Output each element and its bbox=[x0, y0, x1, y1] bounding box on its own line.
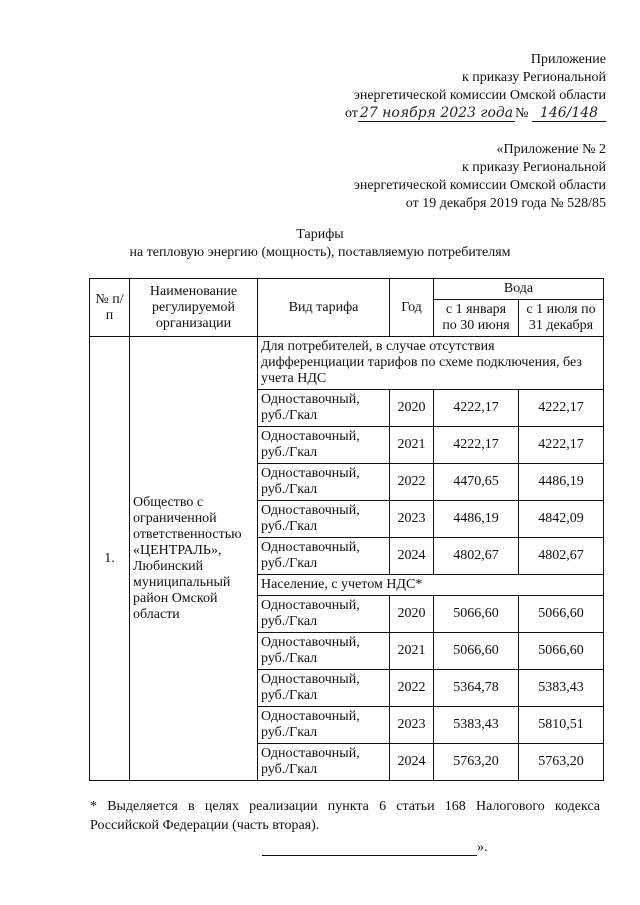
tariff-year: 2022 bbox=[390, 670, 434, 707]
tariff-period2: 4842,09 bbox=[519, 501, 604, 538]
tariff-table bbox=[89, 278, 604, 781]
header-period1: с 1 января по 30 июня bbox=[434, 300, 519, 337]
closing-line bbox=[262, 840, 488, 856]
number-label: № bbox=[515, 106, 529, 121]
tariff-period1: 5383,43 bbox=[434, 707, 519, 744]
appendix2-label: «Приложение № 2 bbox=[496, 142, 606, 157]
tariff-year: 2020 bbox=[390, 596, 434, 633]
tariff-period2: 4802,67 bbox=[519, 538, 604, 575]
organization-name: Общество с ограниченной ответственностью «ЦЕНТРАЛЬ», Любинский муниципальный район Омской области bbox=[130, 337, 258, 781]
tariff-period2: 4222,17 bbox=[519, 427, 604, 464]
appendix-commission: энергетической комиссии Омской области bbox=[353, 88, 606, 103]
appendix-header bbox=[345, 51, 606, 123]
tariff-period2: 5810,51 bbox=[519, 707, 604, 744]
tariff-period1: 4470,65 bbox=[434, 464, 519, 501]
tariff-kind: Одноставочный, руб./Гкал bbox=[258, 596, 390, 633]
header-year: Год bbox=[390, 279, 434, 337]
tariff-year: 2023 bbox=[390, 501, 434, 538]
tariff-period1: 5066,60 bbox=[434, 596, 519, 633]
tariff-period2: 5066,60 bbox=[519, 596, 604, 633]
tariff-period2: 4222,17 bbox=[519, 390, 604, 427]
handwritten-date: 27 ноября 2023 года bbox=[359, 105, 514, 121]
header-water: Вода bbox=[434, 279, 604, 300]
tariff-kind: Одноставочный, руб./Гкал bbox=[258, 464, 390, 501]
group-label: Для потребителей, в случае отсутствия дифференциации тарифов по схеме подключения, без учета НДС bbox=[258, 337, 604, 390]
tariff-kind: Одноставочный, руб./Гкал bbox=[258, 707, 390, 744]
appendix-order-ref: к приказу Региональной bbox=[461, 70, 606, 85]
tariff-period2: 5383,43 bbox=[519, 670, 604, 707]
from-label: от bbox=[344, 106, 358, 121]
header-kind: Вид тарифа bbox=[258, 279, 390, 337]
tariff-period1: 4222,17 bbox=[434, 390, 519, 427]
tariff-period2: 5066,60 bbox=[519, 633, 604, 670]
tariff-period1: 5763,20 bbox=[434, 744, 519, 781]
appendix2-date: от 19 декабря 2019 года № 528/85 bbox=[405, 196, 606, 211]
header-period2: с 1 июля по 31 декабря bbox=[519, 300, 604, 337]
header-org: Наименование регулируемой организации bbox=[130, 279, 258, 337]
tariff-period1: 5364,78 bbox=[434, 670, 519, 707]
header-num: № п/п bbox=[90, 279, 130, 337]
row-number: 1. bbox=[90, 337, 130, 781]
tariff-kind: Одноставочный, руб./Гкал bbox=[258, 501, 390, 538]
tariff-period1: 4222,17 bbox=[434, 427, 519, 464]
appendix-date-line bbox=[345, 105, 606, 123]
tariff-kind: Одноставочный, руб./Гкал bbox=[258, 670, 390, 707]
tariff-period1: 4486,19 bbox=[434, 501, 519, 538]
title-main: Тарифы bbox=[296, 227, 344, 242]
tariff-year: 2023 bbox=[390, 707, 434, 744]
tariff-kind: Одноставочный, руб./Гкал bbox=[258, 744, 390, 781]
tariff-year: 2021 bbox=[390, 633, 434, 670]
tariff-period2: 5763,20 bbox=[519, 744, 604, 781]
footnote: * Выделяется в целях реализации пункта 6 статьи 168 Налогового кодекса Российской Федерации (часть вторая). bbox=[90, 799, 600, 833]
appendix2-order-ref: к приказу Региональной bbox=[461, 160, 606, 175]
appendix-label: Приложение bbox=[530, 52, 606, 67]
tariff-kind: Одноставочный, руб./Гкал bbox=[258, 538, 390, 575]
document-title bbox=[0, 226, 640, 262]
tariff-period1: 5066,60 bbox=[434, 633, 519, 670]
tariff-year: 2024 bbox=[390, 744, 434, 781]
appendix2-commission: энергетической комиссии Омской области bbox=[353, 178, 606, 193]
tariff-period2: 4486,19 bbox=[519, 464, 604, 501]
signature-line bbox=[262, 841, 477, 856]
tariff-year: 2021 bbox=[390, 427, 434, 464]
title-sub: на тепловую энергию (мощность), поставляемую потребителям bbox=[129, 245, 511, 260]
group-label: Население, с учетом НДС* bbox=[258, 575, 604, 596]
tariff-kind: Одноставочный, руб./Гкал bbox=[258, 427, 390, 464]
tariff-kind: Одноставочный, руб./Гкал bbox=[258, 390, 390, 427]
tariff-period1: 4802,67 bbox=[434, 538, 519, 575]
tariff-year: 2022 bbox=[390, 464, 434, 501]
tariff-kind: Одноставочный, руб./Гкал bbox=[258, 633, 390, 670]
handwritten-number: 146/148 bbox=[532, 106, 606, 122]
tariff-year: 2020 bbox=[390, 390, 434, 427]
closing-quote: ». bbox=[477, 840, 488, 855]
appendix2-header bbox=[354, 141, 606, 213]
tariff-year: 2024 bbox=[390, 538, 434, 575]
